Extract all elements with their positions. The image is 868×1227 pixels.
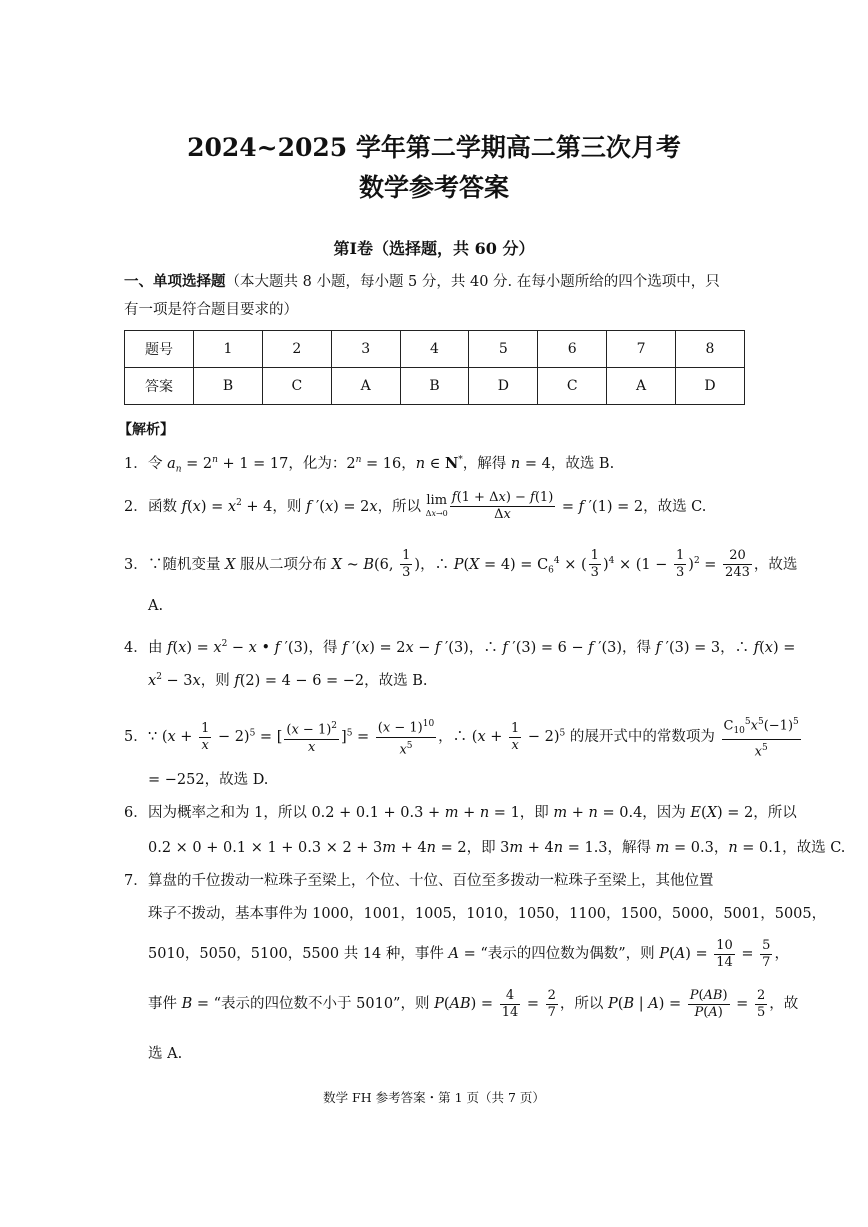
page-footer: 数学 FH 参考答案・第 1 页（共 7 页） xyxy=(323,1090,545,1105)
item-number: 3． xyxy=(124,556,148,573)
q-cell: 5 xyxy=(469,331,538,368)
q-cell: 2 xyxy=(262,331,331,368)
solution-4-cont: $x^2 - 3x$，则 f(2) = 4 − 6 = −2，故选 B. xyxy=(148,672,428,689)
a-cell: C xyxy=(262,368,331,405)
item-number: 4． xyxy=(124,639,148,656)
q-cell: 3 xyxy=(331,331,400,368)
a-cell: A xyxy=(331,368,400,405)
item-number: 2． xyxy=(124,498,148,515)
section-heading: 第Ⅰ卷（选择题，共 60 分） xyxy=(333,239,535,258)
analysis-label: 【解析】 xyxy=(118,422,174,438)
intro-text2: 有一项是符合题目要求的） xyxy=(124,302,298,318)
item-number: 6． xyxy=(124,805,148,821)
solution-7: 7．算盘的千位拨动一粒珠子至梁上，个位、十位、百位至多拨动一粒珠子至梁上，其他位置 xyxy=(124,870,754,892)
q-cell: 7 xyxy=(607,331,676,368)
a-cell: A xyxy=(607,368,676,405)
a-cell: B xyxy=(194,368,263,405)
solution-2: 2．函数 $f(x) = x^2 + 4$，则 f ′(x) = 2x，所以 lim Δx→0 $\frac{f(1 + \Delta x) - f(1)}{\Delta x}$ = f ′(1) = 2，故选 C. xyxy=(124,485,754,525)
q-cell: 4 xyxy=(400,331,469,368)
title-line1: 2024~2025 学年第二学期高二第三次月考 xyxy=(187,133,681,162)
item-number: 7． xyxy=(124,873,148,889)
item-number: 1． xyxy=(124,455,148,472)
solution-7-cont4: 选 A. xyxy=(148,1046,183,1062)
row-header-q: 题号 xyxy=(125,331,194,368)
solution-5: 5．∵ (x + $\frac{1}{x}$ − 2)$^5$ = [ $\frac{(x - 1)^2}{x}$ ]$^5$ = $\frac{(x - 1)^{10}}{x^5}$ ，∴ (x + $\frac{1}{x}$ − 2)$^5$ 的展开式中的常数项为 $\frac{C_{10}^5x^5(-1)^5}{x^5}$ xyxy=(124,714,754,760)
table-row xyxy=(125,331,745,368)
intro xyxy=(124,268,754,324)
solution-4: 4．由 $f(x) = x^2 - x$ • f ′(3)，得 f ′(x) = 2x − f ′(3)，∴ f ′(3) = 6 − f ′(3)，得 f ′(3) = 3，∴ f(x) = xyxy=(124,633,754,659)
solution-6: 6．因为概率之和为 1，所以 0.2 + 0.1 + 0.3 + m + n = 1，即 m + n = 0.4，因为 E(X) = 2，所以 xyxy=(124,802,754,824)
solution-7-cont3: 事件 B = “表示的四位数不小于 5010”，则 P(AB) = $\frac{4}{14}$ = $\frac{2}{7}$ ，所以 P(B | A) = $\frac{P(AB)}{P(A)}$ = $\frac{2}{5}$ ，故 xyxy=(148,987,799,1020)
q-cell: 1 xyxy=(194,331,263,368)
q-cell: 6 xyxy=(538,331,607,368)
row-header-a: 答案 xyxy=(125,368,194,405)
a-cell: B xyxy=(400,368,469,405)
table-row xyxy=(125,368,745,405)
q-cell: 8 xyxy=(676,331,745,368)
answer-table xyxy=(124,330,745,405)
a-cell: D xyxy=(676,368,745,405)
solution-3-cont: A. xyxy=(148,598,164,614)
solution-5-cont: = −252，故选 D. xyxy=(148,772,269,788)
solution-3: 3．∵随机变量 X 服从二项分布 X ~ B(6, $\frac{1}{3}$ )，∴ $P(X = 4) = C_6^4$ × ( $\frac{1}{3}$ )$^4$ × (1 − $\frac{1}{3}$ )$^2$ = $\frac{20}{243}$ ，故选 xyxy=(124,542,754,590)
title-line2: 数学参考答案 xyxy=(358,173,509,202)
solution-6-cont: 0.2 × 0 + 0.1 × 1 + 0.3 × 2 + 3m + 4n = 2，即 3m + 4n = 1.3，解得 m = 0.3，n = 0.1，故选 C. xyxy=(148,840,846,856)
solution-7-cont2: 5010，5050，5100，5500 共 14 种，事件 A = “表示的四位数为偶数”，则 P(A) = $\frac{10}{14}$ = $\frac{5}{7}$ ， xyxy=(148,937,789,970)
item-number: 5． xyxy=(124,729,148,746)
a-cell: D xyxy=(469,368,538,405)
solution-7-cont1: 珠子不拨动，基本事件为 1000，1001，1005，1010，1050，1100，1500，5000，5001，5005， xyxy=(148,906,827,922)
intro-text: （本大题共 8 小题，每小题 5 分，共 40 分. 在每小题所给的四个选项中，只 xyxy=(225,274,720,290)
solution-1: 1．令 $a_n = 2^n + 1 = 17$，化为：$2^n = 16$，n ∈ N*，解得 n = 4，故选 B. xyxy=(124,454,615,475)
intro-label: 一、单项选择题 xyxy=(124,273,226,290)
a-cell: C xyxy=(538,368,607,405)
